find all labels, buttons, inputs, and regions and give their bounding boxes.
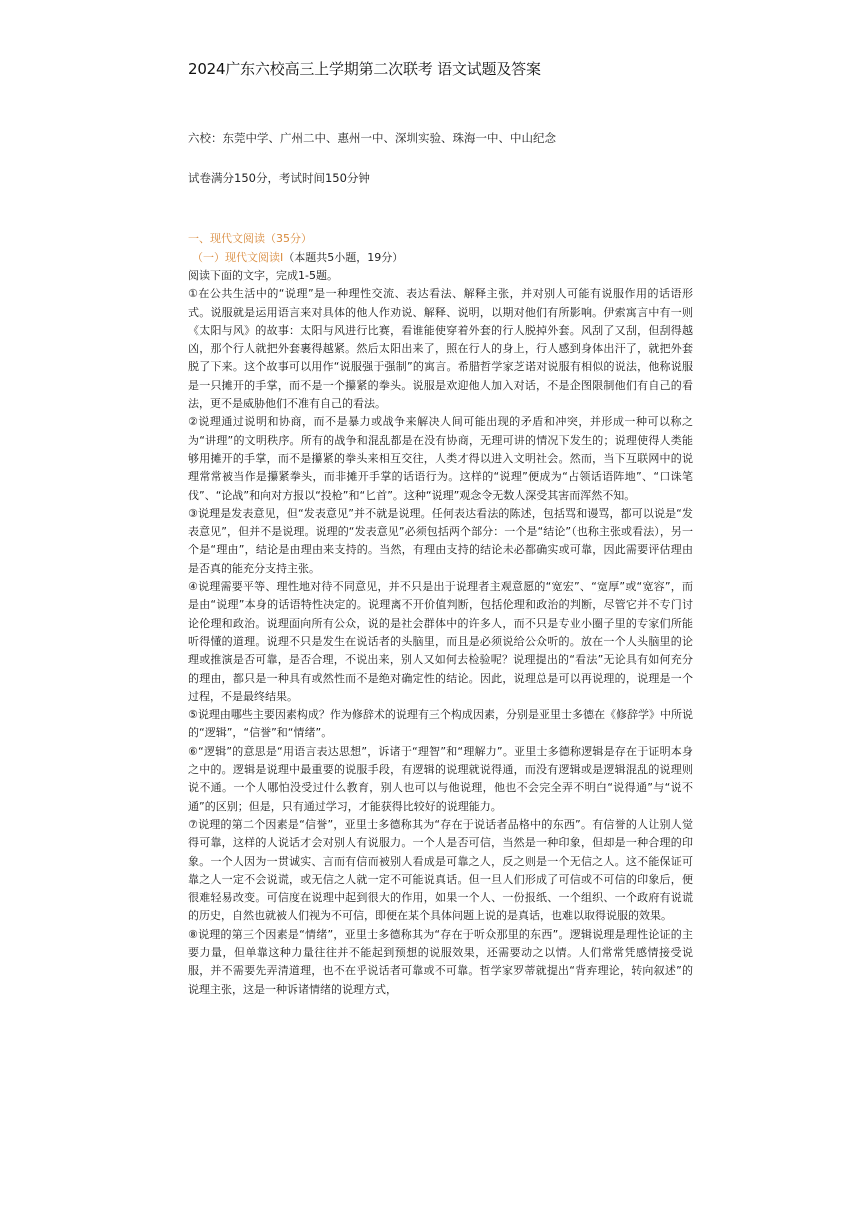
passage-paragraph-6: ⑥“逻辑”的意思是“用语言表达思想”，诉诸于“理智”和“理解力”。亚里士多德称逻辑是存在于证明本身之中的。逻辑是说理中最重要的说服手段，有逻辑的说理就说得通，而没有逻辑或是逻辑混乱的说理则说不通。一个人哪怕没受过什么教育，别人也可以与他说理，他也不会完全弄不明白“说得通”与“说不通”的区别；但是，只有通过学习，才能获得比较好的说理能力。 <box>188 744 693 813</box>
passage-paragraph-7: ⑦说理的第二个因素是“信誉”，亚里士多德称其为“存在于说话者品格中的东西”。有信誉的人让别人觉得可靠，这样的人说话才会对别人有说服力。一个人是否可信，当然是一种印象，但却是一种合理的印象。一个人因为一贯诚实、言而有信而被别人看成是可靠之人，反之则是一个无信之人。这不能保证可靠之人一定不会说谎，或无信之人就一定不可能说真话。但一旦人们形成了可信或不可信的印象后，便很难轻易改变。可信度在说理中起到很大的作用，如果一个人、一份报纸、一个组织、一个政府有说谎的历史，自然也就被人们视为不可信，即便在某个具体问题上说的是真话，也难以取得说服的效果。 <box>188 817 693 923</box>
exam-info: 试卷满分150分，考试时间150分钟 <box>188 171 370 185</box>
section-heading: 一、现代文阅读（35分） <box>188 232 312 245</box>
passage-paragraph-5: ⑤说理由哪些主要因素构成？作为修辞术的说理有三个构成因素，分别是亚里士多德在《修辞学》中所说的“逻辑”，“信誉”和“情绪”。 <box>188 708 693 740</box>
passage-paragraph-4: ④说理需要平等、理性地对待不同意见，并不只是出于说理者主观意愿的“宽宏”、“宽厚”或“宽容”，而是由“说理”本身的话语特性决定的。说理离不开价值判断，包括伦理和政治的判断，尽管它并不专门讨论伦理和政治。说理面向所有公众，说的是社会群体中的许多人，而不只是专业小圈子里的专家们所能听得懂的道理。说理不只是发生在说话者的头脑里，而且是必须说给公众听的。放在一个人头脑里的论理或推演是否可靠，是否合理，不说出来，别人又如何去检验呢？说理提出的“看法”无论具有如何充分的理由，都只是一种具有或然性而不是绝对确定性的结论。因此，说理总是可以再说理的，说理是一个过程，不是最终结果。 <box>188 580 693 703</box>
passage-paragraph-1: ①在公共生活中的“说理”是一种理性交流、表达看法、解释主张，并对别人可能有说服作用的话语形式。说服就是运用语言来对具体的他人作劝说、解释、说明，以期对他们有所影响。伊索寓言中有一则《太阳与风》的故事：太阳与风进行比赛，看谁能使穿着外套的行人脱掉外套。风刮了又刮，但刮得越凶，那个行人就把外套裹得越紧。然后太阳出来了，照在行人的身上，行人感到身体出汗了，就把外套脱了下来。这个故事可以用作“说服强于强制”的寓言。希腊哲学家芝诺对说服有相似的说法，他称说服是一只摊开的手掌，而不是一个攥紧的拳头。说服是欢迎他人加入对话，不是企图限制他们有自己的看法，更不是威胁他们不准有自己的看法。 <box>188 287 693 411</box>
passage-paragraph-2: ②说理通过说明和协商，而不是暴力或战争来解决人间可能出现的矛盾和冲突，并形成一种可以称之为“讲理”的文明秩序。所有的战争和混乱都是在没有协商，无理可讲的情况下发生的；说理使得人类能够用摊开的手掌，而不是攥紧的拳头来相互交往，人类才得以进入文明社会。然而，当下互联网中的说理常常被当作是攥紧拳头，而非摊开手掌的话语行为。这样的“说理”便成为“占领话语阵地”、“口诛笔伐”、“论战”和向对方报以“投枪”和“匕首”。这种“说理”观念令无数人深受其害而浑然不知。 <box>188 415 693 502</box>
document-title: 2024广东六校高三上学期第二次联考 语文试题及答案 <box>188 60 541 78</box>
passage-paragraph-3: ③说理是发表意见，但“发表意见”并不就是说理。任何表达看法的陈述，包括骂和谩骂，都可以说是“发表意见”，但并不是说理。说理的“发表意见”必须包括两个部分：一个是“结论”（也称主张或看法），另一个是“理由”，结论是由理由来支持的。当然，有理由支持的结论未必都确实或可靠，因此需要评估理由是否真的能充分支持主张。 <box>188 506 693 575</box>
reading-instruction: 阅读下面的文字，完成1-5题。 <box>188 269 338 282</box>
subsection-label: （一）现代文阅读Ⅰ <box>192 251 284 264</box>
subsection-note: （本题共5小题，19分） <box>283 251 404 264</box>
reading-passage <box>188 267 693 999</box>
subsection-heading <box>192 249 403 265</box>
passage-paragraph-8: ⑧说理的第三个因素是“情绪”，亚里士多德称其为“存在于听众那里的东西”。逻辑说理是理性论证的主要力量，但单靠这种力量往往并不能起到预想的说服效果，还需要动之以情。人们常常凭感情接受说服，并不需要先弄清道理，也不在乎说话者可靠或不可靠。哲学家罗蒂就提出“背弃理论，转向叙述”的说理主张，这是一种诉诸情绪的说理方式， <box>188 927 693 996</box>
participating-schools: 六校：东莞中学、广州二中、惠州一中、深圳实验、珠海一中、中山纪念 <box>188 131 556 145</box>
